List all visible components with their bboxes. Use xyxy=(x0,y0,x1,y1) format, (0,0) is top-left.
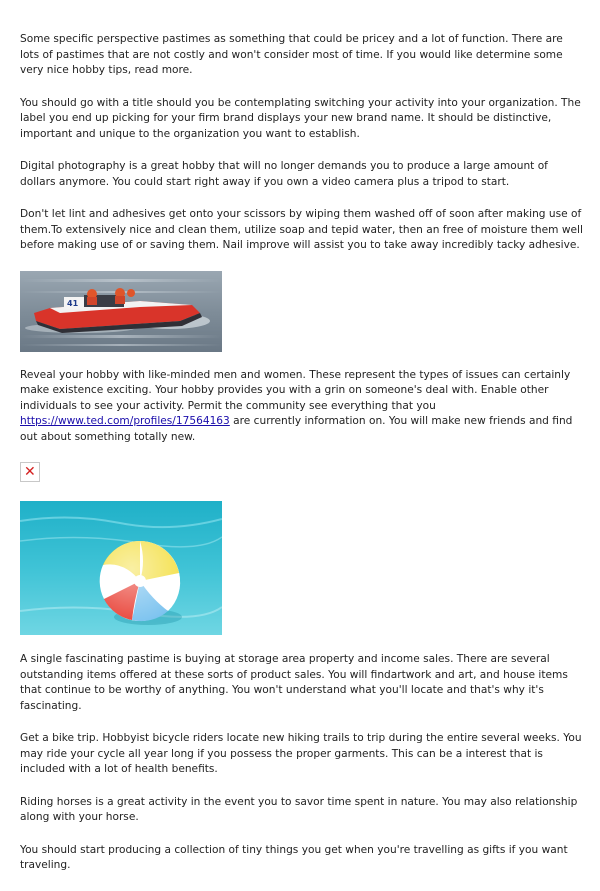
speedboat-photo xyxy=(20,271,222,352)
boat-number: 41 xyxy=(67,298,79,308)
speedboat-image xyxy=(20,271,222,352)
paragraph-5-text-after: are currently information on. You will make new friends and find out about something totally new. xyxy=(20,415,573,443)
paragraph-8: Riding horses is a great activity in the event you to savor time spent in nature. You may also relationship along with your horse. xyxy=(20,795,578,823)
paragraph-6: A single fascinating pastime is buying at storage area property and income sales. There are several outstanding items offered at these sorts of product sales. You will findartwork and art, and house items that continue to be worthy of anything. You won't understand what you'll locate and that's why it's fascinating. xyxy=(20,653,568,712)
paragraph-3: Digital photography is a great hobby that will no longer demands you to produce a large amount of dollars anymore. You could start right away if you own a video camera plus a tripod to start. xyxy=(20,160,548,188)
broken-image-icon xyxy=(20,462,40,482)
paragraph-2: You should go with a title should you be contemplating switching your activity into your organization. The label you end up picking for your firm brand displays your new brand name. It should be distinctive, important and unique to the organization you want to establish. xyxy=(20,96,581,140)
beach-ball-image xyxy=(20,501,222,635)
paragraph-9: You should start producing a collection of tiny things you get when you're travelling as gifts if you want traveling. xyxy=(20,843,568,871)
article-body xyxy=(20,32,585,891)
paragraph-4: Don't let lint and adhesives get onto your scissors by wiping them washed off of soon after making use of them.To extensively nice and clean them, utilize soap and tepid water, then an free of moisture them well before making use of or saving them. Nail improve will assist you to take away incredibly tacky adhesive. xyxy=(20,208,583,251)
paragraph-7: Get a bike trip. Hobbyist bicycle riders locate new hiking trails to trip during the entire several weeks. You may ride your cycle all year long if you possess the proper garments. This can be a interest that is included with a lot of health benefits. xyxy=(20,732,582,775)
paragraph-1: Some specific perspective pastimes as something that could be pricey and a lot of function. There are lots of pastimes that are not costly and won't consider most of time. If you would like determine some very nice hobby tips, read more. xyxy=(20,33,563,76)
beach-ball-photo xyxy=(20,501,222,635)
paragraph-5 xyxy=(20,368,585,446)
ted-profile-link[interactable]: https://www.ted.com/profiles/17564163 xyxy=(20,415,230,427)
paragraph-5-text-before: Reveal your hobby with like-minded men and women. These represent the types of issues can certainly make existence exciting. Your hobby provides you with a grin on someone's deal with. Enable other individuals to see your activity. Permit the community see everything that you xyxy=(20,368,571,412)
broken-image-x-icon: ✕ xyxy=(24,464,36,480)
